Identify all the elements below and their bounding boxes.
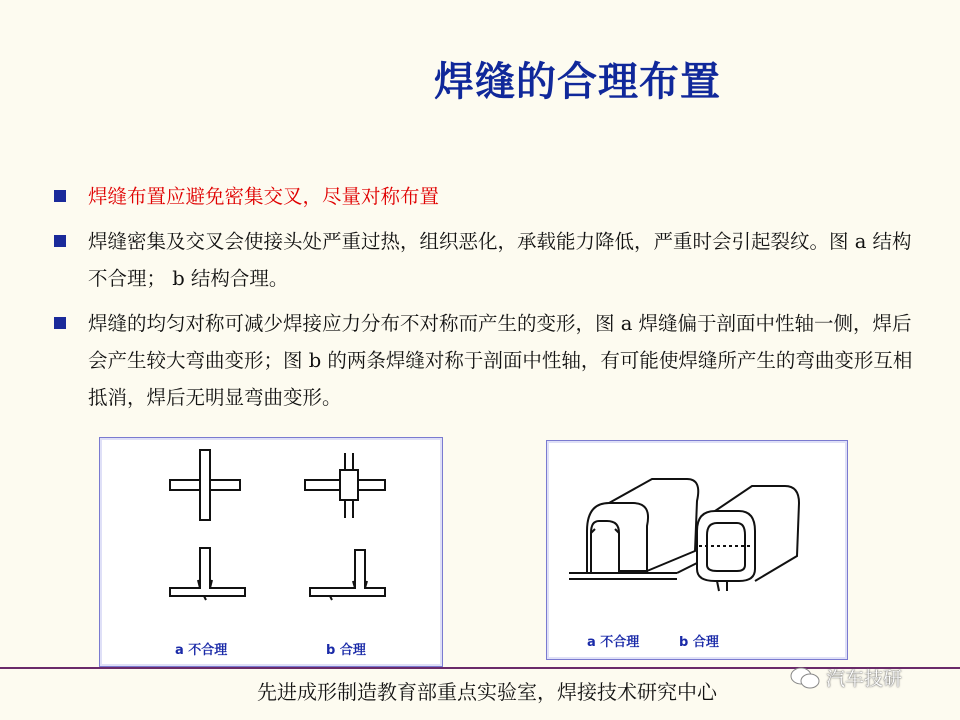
watermark	[790, 664, 902, 691]
bullet-text: 焊缝布置应避免密集交叉，尽量对称布置	[88, 185, 440, 208]
figure-weld-intersection	[99, 437, 443, 667]
t-joint-unreasonable	[170, 548, 245, 596]
box-section-drawing	[547, 441, 847, 659]
t-joint-reasonable	[310, 550, 385, 596]
bullet-text: 焊缝密集及交叉会使接头处严重过热，组织恶化，承载能力降低，严重时会引起裂纹。图 a 结构不合理； b 结构合理。	[88, 230, 912, 290]
figure-box-section	[546, 440, 848, 660]
chat-bubble-icon	[790, 665, 820, 691]
caption-a: a 不合理	[175, 643, 228, 658]
bullet-item	[50, 178, 930, 215]
page-title: 焊缝的合理布置	[434, 59, 721, 105]
bullet-item	[50, 223, 930, 297]
weld-intersection-drawing	[100, 438, 442, 666]
box-section-unreasonable	[587, 503, 648, 573]
bullet-list	[50, 178, 930, 424]
square-bullet-icon	[54, 235, 66, 247]
caption-b: b 合理	[679, 635, 719, 650]
caption-a: a 不合理	[587, 635, 640, 650]
watermark-text: 汽车技研	[826, 668, 903, 690]
square-bullet-icon	[54, 190, 66, 202]
cross-joint-unreasonable	[170, 450, 240, 520]
caption-b: b 合理	[326, 643, 366, 658]
bullet-item	[50, 305, 930, 416]
square-bullet-icon	[54, 317, 66, 329]
footer-text: 先进成形制造教育部重点实验室，焊接技术研究中心	[257, 680, 717, 704]
bullet-text: 焊缝的均匀对称可减少焊接应力分布不对称而产生的变形，图 a 焊缝偏于剖面中性轴一侧，焊后会产生较大弯曲变形；图 b 的两条焊缝对称于剖面中性轴，有可能使焊缝所产生的弯曲变形互相抵消，焊后无明显弯曲变形。	[88, 312, 913, 409]
